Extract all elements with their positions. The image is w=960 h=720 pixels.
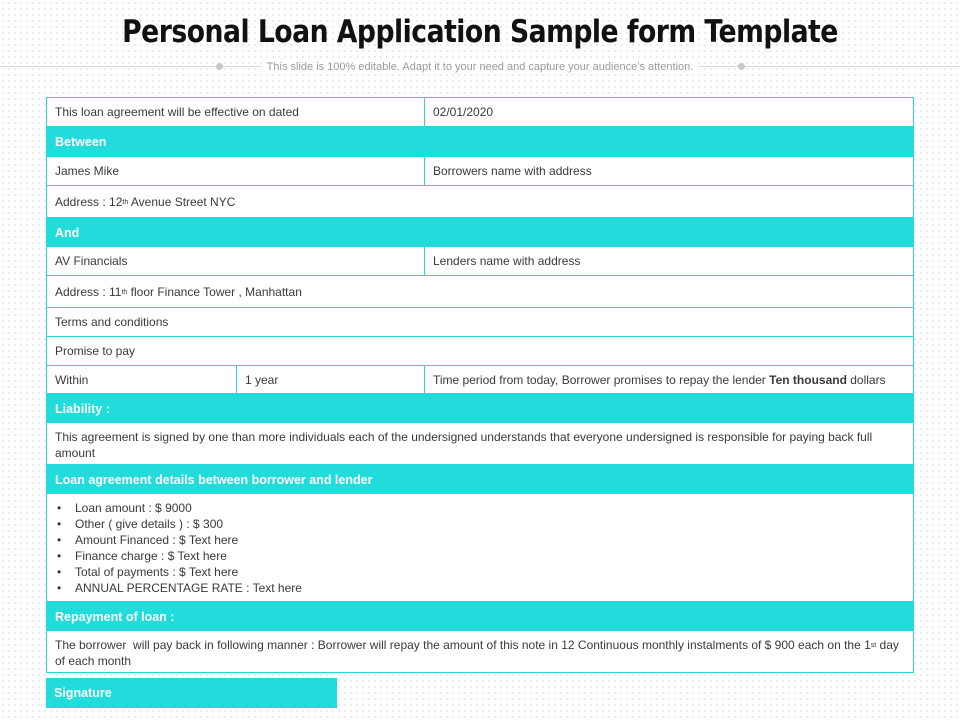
repayment-prefix: The borrower will pay back in following manner : Borrower will repay the amount of this note in 12 Continuous monthly instalments of $ 900 each on the 1 <box>55 637 871 652</box>
between-heading: Between <box>55 135 107 149</box>
repayment-sup: st <box>870 641 877 649</box>
effective-date-value[interactable]: 02/01/2020 <box>424 98 913 126</box>
borrower-address[interactable] <box>47 186 913 217</box>
subtitle-wrapper <box>0 61 960 73</box>
and-heading-row <box>46 218 914 247</box>
repayment-suffix: day of each month <box>55 637 903 668</box>
repayment-heading: Repayment of loan : <box>55 609 175 624</box>
loan-form-table <box>46 97 914 708</box>
details-item-total-payments: • Total of payments : $ Text here <box>55 564 302 580</box>
repayment-text-row <box>46 631 914 673</box>
borrower-address-row <box>46 186 914 218</box>
borrower-address-prefix: Address : 12 <box>55 194 123 209</box>
repayment-text <box>47 631 913 672</box>
details-item-loan-amount: • Loan amount : $ 9000 <box>55 500 302 516</box>
within-value[interactable]: 1 year <box>236 366 424 393</box>
details-item-other: • Other ( give details ) : $ 300 <box>55 516 302 532</box>
liability-heading-row <box>46 394 914 423</box>
promise-label: Promise to pay <box>55 344 136 358</box>
details-list-cell <box>47 494 913 601</box>
borrower-name[interactable]: James Mike <box>55 164 120 178</box>
within-desc-prefix: Time period from today, Borrower promises to repay the lender <box>433 372 770 387</box>
borrower-address-suffix: Avenue Street NYC <box>128 194 236 209</box>
liability-text: This agreement is signed by one than more individuals each of the undersigned understands that everyone undersigned is responsible for paying back full amount <box>55 429 873 460</box>
borrower-address-sup: th <box>122 199 129 206</box>
lender-address-prefix: Address : 11 <box>55 284 122 299</box>
page-subtitle: This slide is 100% editable. Adapt it to your need and capture your audience’s attention. <box>261 61 700 73</box>
lender-row <box>46 247 914 276</box>
details-list-row <box>46 494 914 602</box>
liability-heading: Liability : <box>55 401 110 416</box>
page-title: Personal Loan Application Sample form Template <box>122 14 838 50</box>
signature-field[interactable]: Signature <box>46 678 337 708</box>
lender-name[interactable]: AV Financials <box>55 254 128 268</box>
details-heading-row <box>46 465 914 494</box>
within-desc-suffix: dollars <box>846 372 886 387</box>
details-list <box>55 500 302 596</box>
lender-address-suffix: floor Finance Tower , Manhattan <box>127 284 302 299</box>
borrower-row <box>46 157 914 186</box>
liability-text-row <box>46 423 914 465</box>
lender-address[interactable] <box>47 276 913 307</box>
between-heading-row <box>46 127 914 157</box>
lender-address-sup: th <box>121 289 128 296</box>
details-heading: Loan agreement details between borrower and lender <box>55 472 373 487</box>
terms-label: Terms and conditions <box>55 315 169 329</box>
lender-address-row <box>46 276 914 308</box>
details-item-finance-charge: • Finance charge : $ Text here <box>55 548 302 564</box>
terms-row <box>46 308 914 337</box>
within-description <box>424 366 913 393</box>
promise-row <box>46 337 914 366</box>
within-row <box>46 366 914 394</box>
effective-date-label: This loan agreement will be effective on dated <box>55 105 299 119</box>
borrower-name-label: Borrowers name with address <box>424 157 913 185</box>
repayment-heading-row <box>46 602 914 631</box>
effective-date-row <box>46 97 914 127</box>
and-heading: And <box>55 225 80 240</box>
within-label: Within <box>55 372 89 387</box>
within-desc-bold: Ten thousand <box>769 372 847 387</box>
details-item-apr: • ANNUAL PERCENTAGE RATE : Text here <box>55 580 302 596</box>
lender-name-label: Lenders name with address <box>424 247 913 275</box>
details-item-amount-financed: • Amount Financed : $ Text here <box>55 532 302 548</box>
